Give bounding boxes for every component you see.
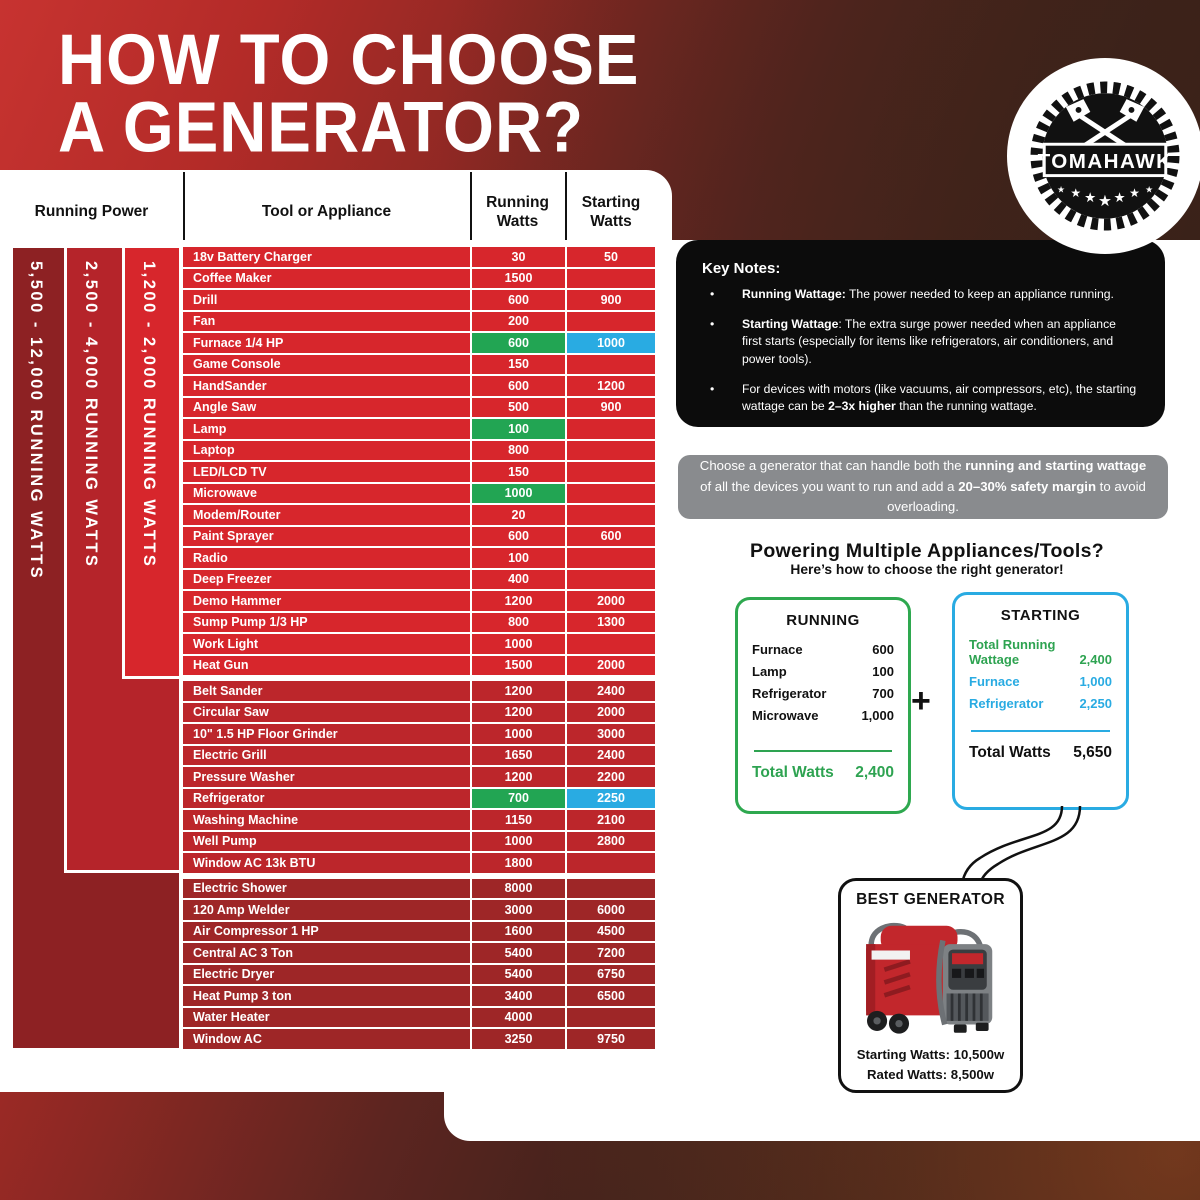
text: For devices with motors (like vacuums, air compressors, etc), the starting wattage can be xyxy=(742,381,1137,414)
appliance-name-cell: Heat Pump 3 ton xyxy=(193,988,292,1003)
appliance-name-cell: Electric Shower xyxy=(193,881,287,896)
band-label-5500-12000: 5,500 - 12,000 RUNNING WATTS xyxy=(27,261,45,581)
bold-text: Running Wattage: xyxy=(742,287,846,301)
appliance-name-cell: Well Pump xyxy=(193,834,257,849)
key-note-text xyxy=(742,286,1114,304)
starting-watts-cell xyxy=(565,570,655,590)
table-row xyxy=(183,656,655,678)
item-value: 2,250 xyxy=(1079,695,1112,711)
advice-text xyxy=(698,456,1148,517)
brand-logo xyxy=(1007,58,1200,254)
running-item xyxy=(752,687,894,702)
band-label-1200-2000: 1,200 - 2,000 RUNNING WATTS xyxy=(140,261,158,569)
logo-brand-text: TOMAHAWK xyxy=(1037,149,1173,173)
starting-watts-cell: 2100 xyxy=(565,810,655,830)
appliance-name-cell: Microwave xyxy=(193,486,257,501)
item-label: Refrigerator xyxy=(752,685,827,701)
header-divider xyxy=(470,172,472,240)
logo-badge xyxy=(1007,58,1200,254)
running-watts-cell: 1000 xyxy=(470,484,565,504)
item-value: 1,000 xyxy=(1079,673,1112,689)
text: The power needed to keep an appliance running. xyxy=(845,287,1114,301)
key-notes-title: Key Notes: xyxy=(702,260,781,277)
running-watts-cell: 600 xyxy=(470,290,565,310)
svg-text:★: ★ xyxy=(1084,190,1097,206)
running-watts-cell: 1600 xyxy=(470,922,565,942)
table-row xyxy=(183,355,655,377)
item-value: 1,000 xyxy=(861,707,894,723)
starting-total-value: 5,650 xyxy=(1073,743,1112,761)
table-row xyxy=(183,724,655,746)
starting-watts-cell: 6500 xyxy=(565,986,655,1006)
running-watts-cell: 600 xyxy=(470,333,565,353)
starting-item xyxy=(969,638,1112,668)
text: to avoid overloading. xyxy=(887,478,1146,515)
starting-watts-cell xyxy=(565,634,655,654)
bold-text: 2–3x higher xyxy=(828,399,896,414)
appliance-name-cell: Pressure Washer xyxy=(193,769,295,784)
running-total-label: Total Watts xyxy=(752,763,834,781)
table-row xyxy=(183,527,655,549)
running-watts-cell: 3000 xyxy=(470,900,565,920)
header-divider xyxy=(183,172,185,240)
starting-watts-cell: 2000 xyxy=(565,703,655,723)
starting-total-label: Total Watts xyxy=(969,743,1051,761)
bold-text: running and starting wattage xyxy=(965,458,1147,474)
running-power-bands xyxy=(10,245,182,1051)
table-row xyxy=(183,290,655,312)
starting-card-items xyxy=(969,638,1112,712)
appliance-name-cell: LED/LCD TV xyxy=(193,464,267,479)
starting-watts-cell: 600 xyxy=(565,527,655,547)
table-row xyxy=(183,943,655,965)
running-watts-cell: 5400 xyxy=(470,965,565,985)
bold-text: 20–30% safety margin xyxy=(958,478,1096,494)
key-note-text xyxy=(742,381,1137,416)
appliance-name-cell: Electric Dryer xyxy=(193,967,275,982)
table-row xyxy=(183,634,655,656)
appliance-name-cell: 120 Amp Welder xyxy=(193,902,290,917)
page-title xyxy=(58,19,640,168)
running-card xyxy=(735,597,911,814)
appliance-name-cell: Heat Gun xyxy=(193,658,249,673)
running-watts-cell: 3400 xyxy=(470,986,565,1006)
running-watts-cell: 800 xyxy=(470,613,565,633)
wattage-table xyxy=(183,247,655,1051)
table-row xyxy=(183,965,655,987)
appliance-name-cell: Refrigerator xyxy=(193,791,265,806)
starting-watts-cell xyxy=(565,1008,655,1028)
table-row xyxy=(183,1029,655,1051)
item-label: Refrigerator xyxy=(969,695,1044,711)
table-row xyxy=(183,986,655,1008)
running-watts-cell: 800 xyxy=(470,441,565,461)
table-row xyxy=(183,1008,655,1030)
running-watts-cell: 1000 xyxy=(470,832,565,852)
best-generator-rated-watts: Rated Watts: 8,500w xyxy=(866,1067,995,1082)
table-row xyxy=(183,746,655,768)
running-watts-cell: 600 xyxy=(470,376,565,396)
item-value: 600 xyxy=(872,642,894,657)
text: : The extra surge power needed when an appliance first starts (especially for items like refrigerators, air conditioners, and power tools). xyxy=(742,316,1116,367)
table-row xyxy=(183,681,655,703)
starting-card-title: STARTING xyxy=(1000,607,1081,624)
running-card-title: RUNNING xyxy=(786,612,860,629)
svg-text:★: ★ xyxy=(1145,184,1154,195)
starting-watts-cell: 1300 xyxy=(565,613,655,633)
generator-illustration xyxy=(853,913,1009,1041)
table-row xyxy=(183,505,655,527)
svg-text:★: ★ xyxy=(1056,184,1065,195)
table-row xyxy=(183,703,655,725)
appliance-name-cell: Washing Machine xyxy=(193,812,299,827)
connector-lines xyxy=(950,806,1110,884)
svg-text:★: ★ xyxy=(1070,187,1081,201)
running-watts-cell: 200 xyxy=(470,312,565,332)
multi-appliance-subtitle: Here’s how to choose the right generator! xyxy=(790,562,1064,577)
running-item xyxy=(752,709,894,724)
table-row xyxy=(183,462,655,484)
appliance-name-cell: Demo Hammer xyxy=(193,593,282,608)
svg-text:★: ★ xyxy=(1097,192,1113,210)
table-row xyxy=(183,398,655,420)
appliance-name-cell: Laptop xyxy=(193,443,235,458)
running-watts-cell: 500 xyxy=(470,398,565,418)
wattage-table-body xyxy=(183,247,655,1051)
running-watts-cell: 600 xyxy=(470,527,565,547)
appliance-name-cell: Window AC xyxy=(193,1031,262,1046)
starting-item xyxy=(969,697,1112,712)
table-section xyxy=(183,247,655,677)
table-section xyxy=(183,681,655,875)
table-row xyxy=(183,548,655,570)
table-row xyxy=(183,247,655,269)
starting-watts-cell: 50 xyxy=(565,247,655,267)
item-label: Furnace xyxy=(752,642,803,657)
key-note-item xyxy=(702,286,1137,304)
starting-watts-cell: 1000 xyxy=(565,333,655,353)
appliance-name-cell: Sump Pump 1/3 HP xyxy=(193,615,308,630)
key-notes-list xyxy=(702,286,1137,416)
appliance-name-cell: Window AC 13k BTU xyxy=(193,855,316,870)
running-watts-cell: 1200 xyxy=(470,767,565,787)
key-note-text xyxy=(742,316,1137,369)
key-note-item xyxy=(702,316,1137,369)
starting-watts-cell xyxy=(565,441,655,461)
best-generator-title: BEST GENERATOR xyxy=(856,891,1005,908)
item-label: Microwave xyxy=(752,707,819,723)
starting-item xyxy=(969,675,1112,690)
running-watts-cell: 1000 xyxy=(470,634,565,654)
starting-watts-cell xyxy=(565,853,655,873)
table-row xyxy=(183,484,655,506)
running-watts-cell: 1650 xyxy=(470,746,565,766)
running-watts-cell: 100 xyxy=(470,419,565,439)
item-label: Lamp xyxy=(752,663,787,679)
bullet-icon: • xyxy=(710,316,715,331)
running-watts-cell: 1200 xyxy=(470,703,565,723)
table-row xyxy=(183,591,655,613)
running-watts-cell: 30 xyxy=(470,247,565,267)
generator-image xyxy=(853,913,1009,1041)
running-watts-cell: 100 xyxy=(470,548,565,568)
appliance-name-cell: Fan xyxy=(193,314,216,329)
running-watts-cell: 1500 xyxy=(470,656,565,676)
item-label: Total Running Wattage xyxy=(969,637,1056,667)
starting-watts-cell xyxy=(565,269,655,289)
table-row xyxy=(183,789,655,811)
table-row xyxy=(183,767,655,789)
appliance-name-cell: Modem/Router xyxy=(193,507,281,522)
bullet-icon: • xyxy=(710,287,715,301)
appliance-name-cell: 18v Battery Charger xyxy=(193,249,312,264)
starting-watts-cell: 2000 xyxy=(565,591,655,611)
running-watts-cell: 1150 xyxy=(470,810,565,830)
bullet-icon: • xyxy=(710,381,715,396)
starting-watts-cell: 2000 xyxy=(565,656,655,676)
starting-watts-cell: 2400 xyxy=(565,681,655,701)
table-row xyxy=(183,853,655,875)
starting-card-divider xyxy=(971,730,1110,732)
column-header-tool-appliance: Tool or Appliance xyxy=(261,203,392,220)
running-card-items xyxy=(752,643,894,724)
table-row xyxy=(183,269,655,291)
running-watts-cell: 1200 xyxy=(470,591,565,611)
bold-text: Starting Wattage xyxy=(742,316,839,331)
starting-watts-cell xyxy=(565,312,655,332)
text: of all the devices you want to run and add a xyxy=(700,478,959,494)
header-divider xyxy=(565,172,567,240)
appliance-name-cell: Electric Grill xyxy=(193,748,267,763)
starting-watts-cell: 9750 xyxy=(565,1029,655,1049)
plus-sign: + xyxy=(911,682,931,720)
appliance-name-cell: Drill xyxy=(193,292,218,307)
starting-watts-cell: 2400 xyxy=(565,746,655,766)
starting-watts-cell: 2800 xyxy=(565,832,655,852)
table-row xyxy=(183,419,655,441)
running-watts-cell: 1000 xyxy=(470,724,565,744)
appliance-name-cell: Radio xyxy=(193,550,228,565)
table-row xyxy=(183,879,655,901)
appliance-name-cell: HandSander xyxy=(193,378,267,393)
starting-watts-cell xyxy=(565,462,655,482)
page-title-line2: A GENERATOR? xyxy=(58,86,585,168)
appliance-name-cell: Paint Sprayer xyxy=(193,529,274,544)
table-row xyxy=(183,312,655,334)
column-header-running-watts: Running Watts xyxy=(486,194,549,230)
appliance-name-cell: Coffee Maker xyxy=(193,271,272,286)
running-watts-cell: 5400 xyxy=(470,943,565,963)
appliance-name-cell: Deep Freezer xyxy=(193,572,272,587)
appliance-name-cell: Central AC 3 Ton xyxy=(193,945,294,960)
running-watts-cell: 1500 xyxy=(470,269,565,289)
table-row xyxy=(183,810,655,832)
starting-watts-cell xyxy=(565,879,655,899)
starting-watts-cell: 2250 xyxy=(565,789,655,809)
running-watts-cell: 8000 xyxy=(470,879,565,899)
running-watts-cell: 150 xyxy=(470,355,565,375)
table-row xyxy=(183,376,655,398)
starting-watts-cell: 1200 xyxy=(565,376,655,396)
starting-watts-cell: 2200 xyxy=(565,767,655,787)
item-value: 2,400 xyxy=(1079,651,1112,667)
column-header-running-power: Running Power xyxy=(34,203,149,220)
best-generator-card xyxy=(838,878,1023,1093)
running-watts-cell: 1800 xyxy=(470,853,565,873)
band-label-2500-4000: 2,500 - 4,000 RUNNING WATTS xyxy=(82,261,100,569)
table-row xyxy=(183,922,655,944)
starting-watts-cell: 6750 xyxy=(565,965,655,985)
page-title-line1: HOW TO CHOOSE xyxy=(58,19,640,100)
table-row xyxy=(183,333,655,355)
appliance-name-cell: Angle Saw xyxy=(193,400,257,415)
column-header-starting-watts: Starting Watts xyxy=(581,194,641,230)
starting-watts-cell: 900 xyxy=(565,398,655,418)
running-watts-cell: 3250 xyxy=(470,1029,565,1049)
appliance-name-cell: Air Compressor 1 HP xyxy=(193,924,319,939)
running-watts-cell: 400 xyxy=(470,570,565,590)
table-row xyxy=(183,441,655,463)
starting-watts-cell: 4500 xyxy=(565,922,655,942)
running-watts-cell: 1200 xyxy=(470,681,565,701)
running-watts-cell: 4000 xyxy=(470,1008,565,1028)
best-generator-starting-watts: Starting Watts: 10,500w xyxy=(856,1047,1005,1062)
running-total-value: 2,400 xyxy=(855,763,894,781)
item-value: 100 xyxy=(872,663,894,679)
appliance-name-cell: Lamp xyxy=(193,421,227,436)
multi-appliance-title: Powering Multiple Appliances/Tools? xyxy=(750,540,1104,562)
starting-card xyxy=(952,592,1129,810)
running-card-divider xyxy=(754,750,892,752)
appliance-name-cell: Game Console xyxy=(193,357,281,372)
running-item xyxy=(752,643,894,658)
item-value: 700 xyxy=(872,685,894,701)
advice-box xyxy=(678,455,1168,519)
starting-watts-cell xyxy=(565,419,655,439)
starting-watts-cell xyxy=(565,548,655,568)
appliance-name-cell: Belt Sander xyxy=(193,683,263,698)
starting-watts-cell xyxy=(565,355,655,375)
starting-card-total xyxy=(969,744,1112,762)
svg-text:★: ★ xyxy=(1129,187,1140,201)
starting-watts-cell xyxy=(565,484,655,504)
key-notes-box xyxy=(676,240,1165,427)
table-section xyxy=(183,879,655,1051)
key-note-item xyxy=(702,381,1137,416)
table-row xyxy=(183,613,655,635)
table-row xyxy=(183,832,655,854)
starting-watts-cell xyxy=(565,505,655,525)
svg-text:★: ★ xyxy=(1113,190,1126,206)
running-watts-cell: 700 xyxy=(470,789,565,809)
item-label: Furnace xyxy=(969,673,1020,689)
running-watts-cell: 20 xyxy=(470,505,565,525)
starting-watts-cell: 7200 xyxy=(565,943,655,963)
appliance-name-cell: Circular Saw xyxy=(193,705,269,720)
starting-watts-cell: 900 xyxy=(565,290,655,310)
appliance-name-cell: Furnace 1/4 HP xyxy=(193,335,284,350)
running-item xyxy=(752,665,894,680)
appliance-name-cell: Work Light xyxy=(193,636,259,651)
table-row xyxy=(183,900,655,922)
running-card-total xyxy=(752,764,894,782)
text: Choose a generator that can handle both the xyxy=(699,458,966,474)
text: than the running wattage. xyxy=(895,399,1037,414)
starting-watts-cell: 3000 xyxy=(565,724,655,744)
appliance-name-cell: 10" 1.5 HP Floor Grinder xyxy=(193,726,338,741)
running-watts-cell: 150 xyxy=(470,462,565,482)
appliance-name-cell: Water Heater xyxy=(193,1010,270,1025)
table-row xyxy=(183,570,655,592)
starting-watts-cell: 6000 xyxy=(565,900,655,920)
